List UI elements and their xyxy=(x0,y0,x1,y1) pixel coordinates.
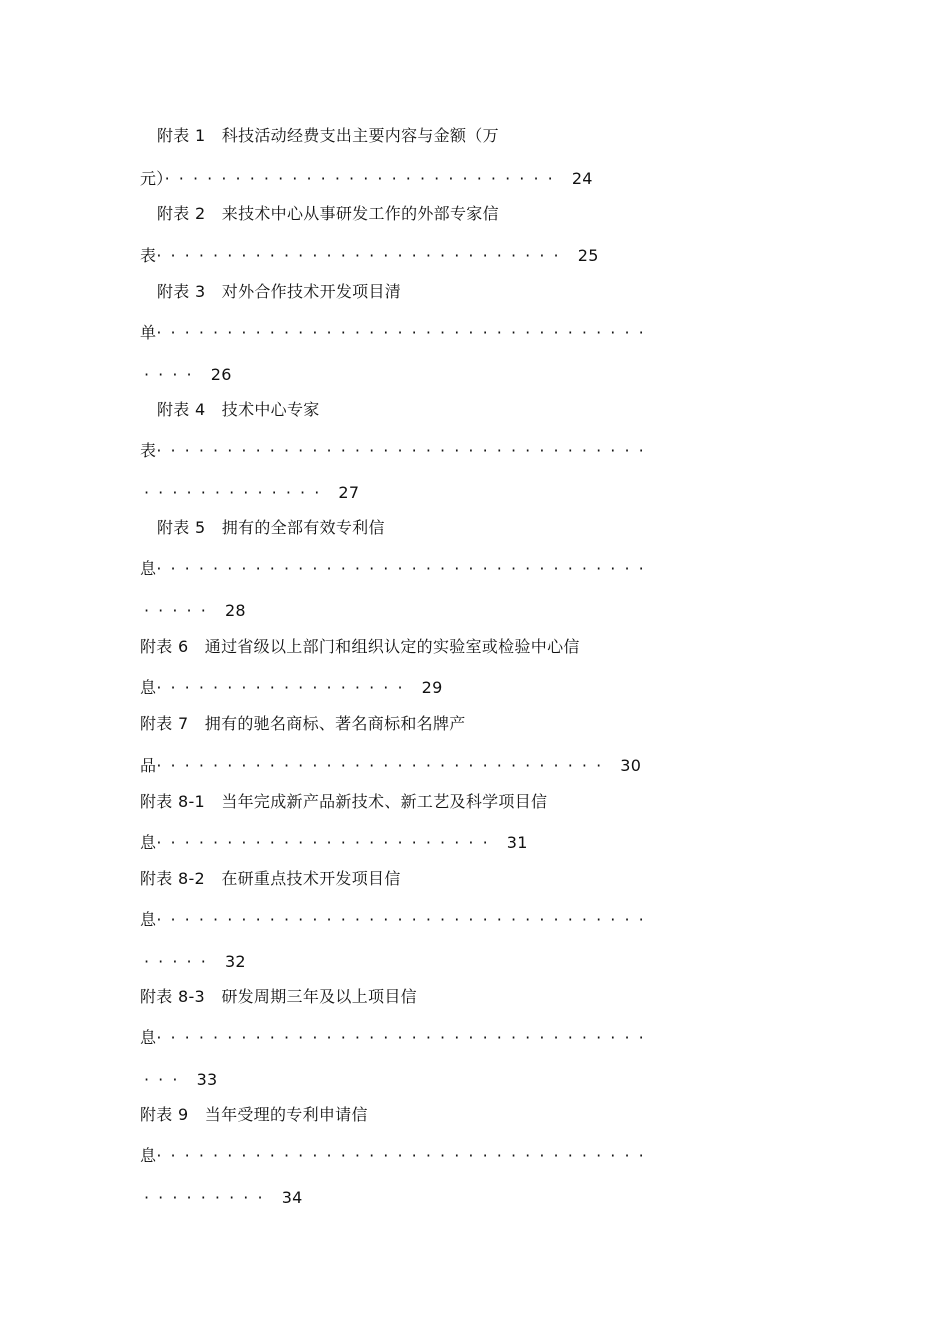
toc-entry-title: 附表 5 拥有的全部有效专利信 xyxy=(157,518,385,537)
toc-dot-leader-line xyxy=(140,1146,653,1166)
toc-entry-title: 附表 4 技术中心专家 xyxy=(157,400,320,419)
toc-page-number: 27 xyxy=(338,483,360,502)
toc-lead-char: 单 xyxy=(140,323,157,342)
toc-dot-leader-line xyxy=(140,601,246,621)
dot-leader: ··································· xyxy=(156,1028,653,1047)
dot-leader: ···· xyxy=(144,365,201,384)
toc-entry-title: 附表 7 拥有的驰名商标、著名商标和名牌产 xyxy=(140,714,466,733)
toc-entry-title: 附表 6 通过省级以上部门和组织认定的实验室或检验中心信 xyxy=(140,637,580,656)
toc-entry-title: 附表 8-1 当年完成新产品新技术、新工艺及科学项目信 xyxy=(140,792,548,811)
toc-entry-title: 附表 3 对外合作技术开发项目清 xyxy=(157,282,402,301)
dot-leader: ············· xyxy=(144,483,329,502)
dot-leader: ··································· xyxy=(156,910,653,929)
toc-page-number: 25 xyxy=(577,246,599,265)
toc-page-number: 30 xyxy=(620,756,642,775)
toc-page-number: 33 xyxy=(196,1070,218,1089)
toc-dot-leader-line xyxy=(140,833,528,853)
dot-leader: ····························· xyxy=(156,246,568,265)
toc-lead-char: 息 xyxy=(140,678,157,697)
dot-leader: ························ xyxy=(156,833,497,852)
toc-lead-char: 息 xyxy=(140,559,157,578)
toc-dot-leader-line xyxy=(140,952,246,972)
toc-lead-char: 息 xyxy=(140,833,157,852)
toc-dot-leader-line xyxy=(140,910,653,930)
dot-leader: ··································· xyxy=(156,1146,653,1165)
toc-dot-leader-line xyxy=(140,559,653,579)
toc-page-number: 32 xyxy=(224,952,246,971)
toc-dot-leader-line xyxy=(140,756,641,776)
toc-entry-title: 附表 8-2 在研重点技术开发项目信 xyxy=(140,869,401,888)
toc-lead-char: 息 xyxy=(140,1028,157,1047)
toc-dot-leader-line xyxy=(140,323,653,343)
toc-dot-leader-line xyxy=(140,365,232,385)
dot-leader: ····· xyxy=(144,952,215,971)
toc-page-number: 28 xyxy=(224,601,246,620)
toc-dot-leader-line xyxy=(140,678,443,698)
toc-entry-title: 附表 8-3 研发周期三年及以上项目信 xyxy=(140,987,417,1006)
toc-page-number: 24 xyxy=(571,169,593,188)
toc-page-number: 34 xyxy=(281,1188,303,1207)
dot-leader: ····· xyxy=(144,601,215,620)
dot-leader: ································ xyxy=(156,756,611,775)
toc-lead-char: 表 xyxy=(140,246,157,265)
toc-dot-leader-line xyxy=(140,1028,653,1048)
dot-leader: ···························· xyxy=(164,169,562,188)
toc-dot-leader-line xyxy=(140,246,599,266)
dot-leader: ·················· xyxy=(156,678,412,697)
toc-entry-title: 附表 9 当年受理的专利申请信 xyxy=(140,1105,368,1124)
toc-page-number: 26 xyxy=(210,365,232,384)
dot-leader: ··································· xyxy=(156,559,653,578)
toc-dot-leader-line xyxy=(140,483,359,503)
toc-dot-leader-line xyxy=(140,1188,303,1208)
toc-lead-char: 息 xyxy=(140,1146,157,1165)
toc-lead-char: 品 xyxy=(140,756,157,775)
toc-page-number: 29 xyxy=(421,678,443,697)
toc-entry-title: 附表 1 科技活动经费支出主要内容与金额（万 xyxy=(157,126,499,145)
toc-lead-char: 息 xyxy=(140,910,157,929)
dot-leader: ··· xyxy=(144,1070,187,1089)
toc-dot-leader-line xyxy=(140,441,653,461)
toc-dot-leader-line xyxy=(140,169,593,189)
dot-leader: ··································· xyxy=(156,441,653,460)
toc-lead-char: 表 xyxy=(140,441,157,460)
toc-page-number: 31 xyxy=(506,833,528,852)
dot-leader: ··································· xyxy=(156,323,653,342)
toc-lead-char: 元） xyxy=(140,169,165,188)
dot-leader: ········· xyxy=(144,1188,272,1207)
toc-entry-title: 附表 2 来技术中心从事研发工作的外部专家信 xyxy=(157,204,499,223)
toc-dot-leader-line xyxy=(140,1070,218,1090)
